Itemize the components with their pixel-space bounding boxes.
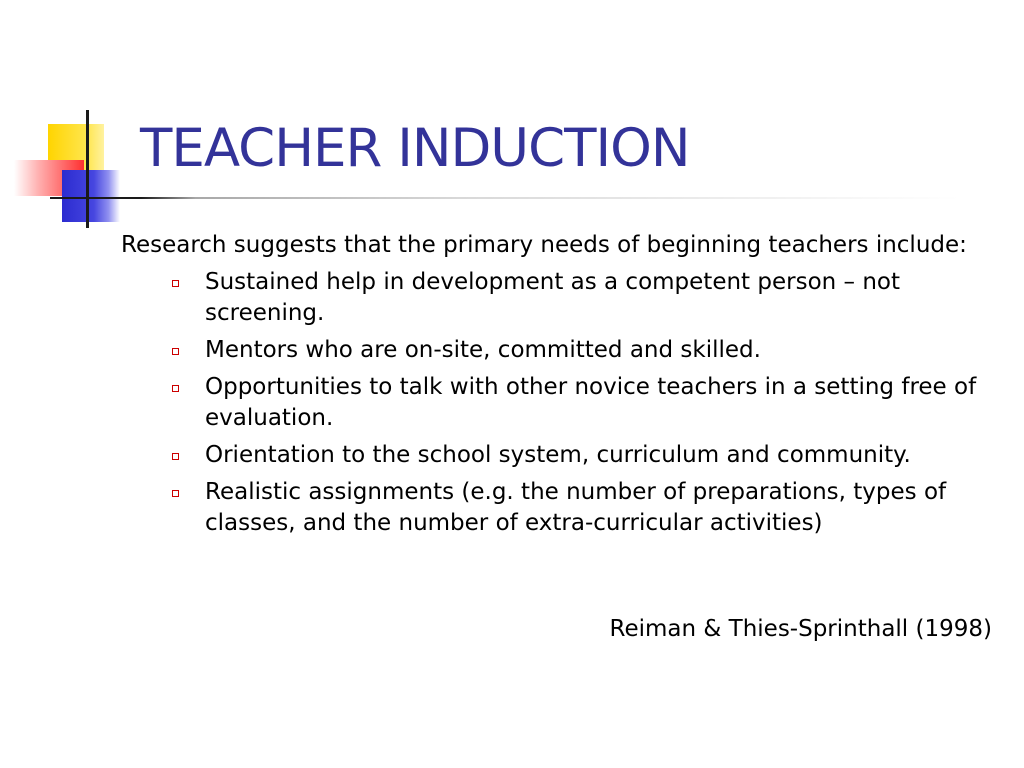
square-bullet-icon bbox=[172, 385, 179, 392]
slide-body bbox=[121, 230, 981, 545]
list-item-text: Realistic assignments (e.g. the number of preparations, types of classes, and the number of extra-curricular activities) bbox=[205, 479, 947, 536]
title-underline-rule bbox=[50, 197, 960, 199]
list-item bbox=[121, 335, 981, 366]
intro-text: Research suggests that the primary needs of beginning teachers include: bbox=[121, 232, 967, 258]
list-item-text: Orientation to the school system, curriculum and community. bbox=[205, 442, 911, 468]
list-item bbox=[121, 372, 981, 434]
decorative-squares-logo bbox=[0, 0, 160, 230]
list-item bbox=[121, 440, 981, 471]
citation: Reiman & Thies-Sprinthall (1998) bbox=[609, 616, 992, 642]
list-item-text: Mentors who are on-site, committed and skilled. bbox=[205, 337, 761, 363]
list-item bbox=[121, 267, 981, 329]
square-bullet-icon bbox=[172, 348, 179, 355]
slide-title: TEACHER INDUCTION bbox=[140, 118, 690, 179]
bullet-list bbox=[121, 267, 981, 539]
list-item bbox=[121, 477, 981, 539]
square-bullet-icon bbox=[172, 490, 179, 497]
vertical-rule bbox=[86, 110, 89, 228]
list-item-text: Sustained help in development as a competent person – not screening. bbox=[205, 269, 901, 326]
blue-square bbox=[62, 170, 120, 222]
square-bullet-icon bbox=[172, 280, 179, 287]
square-bullet-icon bbox=[172, 453, 179, 460]
list-item-text: Opportunities to talk with other novice teachers in a setting free of evaluation. bbox=[205, 374, 977, 431]
